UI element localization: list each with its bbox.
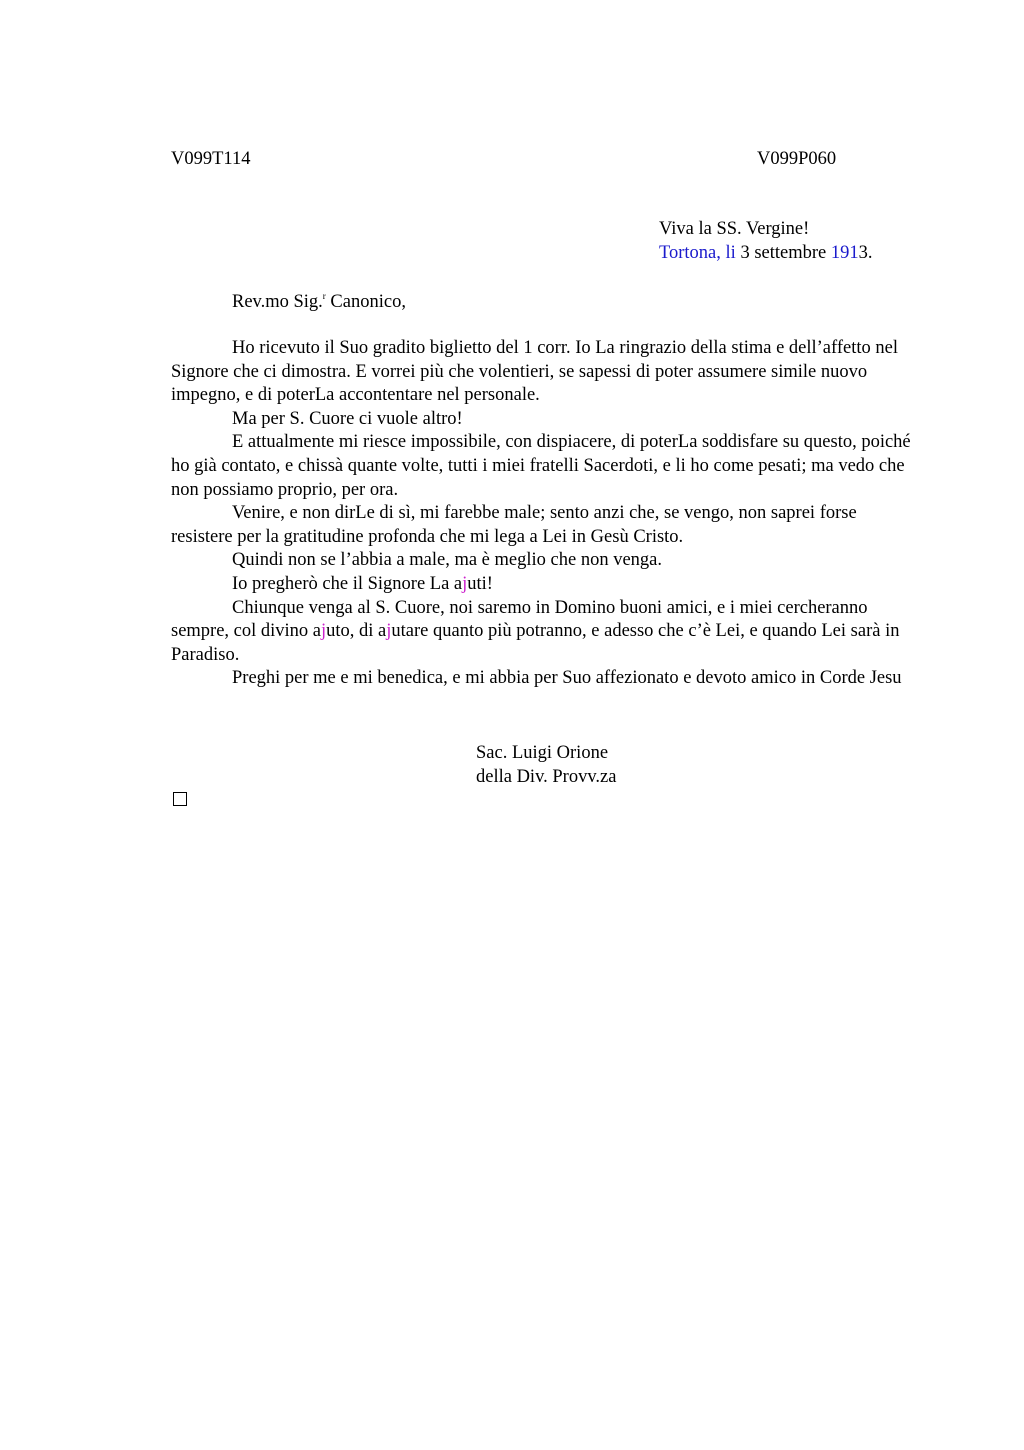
paragraph-5: Quindi non se l’abbia a male, ma è meglio che non venga. — [232, 550, 662, 571]
place: Tortona, li — [659, 243, 736, 263]
paragraph-4: Venire, e non dirLe di sì, mi farebbe male; sento anzi che, se vengo, non saprei forse resistere per la gratitudine profonda che mi lega a Lei in Gesù Cristo. — [171, 503, 857, 547]
paragraph-6 — [171, 573, 921, 597]
square-box-icon — [173, 792, 187, 806]
p7-text-b: uto, di a — [326, 621, 387, 642]
document-code-right: V099P060 — [757, 149, 837, 169]
year-part1: 191 — [830, 243, 859, 263]
month: settembre — [754, 243, 827, 263]
p7-highlight-j2: j — [386, 621, 392, 642]
letter-body — [171, 337, 921, 691]
letter-heading — [659, 217, 872, 265]
signature-line-1: Sac. Luigi Orione — [476, 743, 609, 763]
paragraph-7 — [171, 597, 921, 668]
year-part2: 3. — [858, 243, 873, 263]
paragraph-2: Ma per S. Cuore ci vuole altro! — [232, 408, 463, 429]
signature-line-2: della Div. Provv.za — [476, 767, 617, 787]
p6-text-b: uti! — [467, 573, 493, 594]
salutation-post: Canonico, — [325, 292, 406, 312]
salutation — [232, 290, 406, 314]
paragraph-3: E attualmente mi riesce impossibile, con dispiacere, di poterLa soddisfare su questo, poiché ho già contato, e chissà quante volte, tutti i miei fratelli Sacerdoti, e li ho come pesati; ma vedo che non possiamo proprio, per ora. — [171, 432, 911, 500]
signature-block — [476, 741, 616, 789]
place-date — [659, 241, 872, 265]
salutation-sup: r — [322, 291, 326, 301]
p6-highlight-j: j — [462, 573, 468, 594]
paragraph-8: Preghi per me e mi benedica, e mi abbia per Suo affezionato e devoto amico in Corde Jesu — [232, 668, 902, 689]
p7-text-c: utare quanto più potranno, e adesso che c’è Lei, e quando Lei sarà in Paradiso. — [171, 621, 900, 665]
p7-highlight-j1: j — [321, 621, 327, 642]
day: 3 — [740, 243, 750, 263]
paragraph-1: Ho ricevuto il Suo gradito biglietto del 1 corr. Io La ringrazio della stima e dell’affetto nel Signore che ci dimostra. E vorrei più che volentieri, se sapessi di poter assumere simile nuovo impegno, e di poterLa accontentare nel personale. — [171, 338, 898, 406]
salutation-pre: Rev.mo Sig. — [232, 292, 323, 312]
p6-text-a: Io pregherò che il Signore La a — [232, 573, 463, 594]
document-code-left: V099T114 — [171, 149, 251, 169]
invocation: Viva la SS. Vergine! — [659, 219, 810, 239]
p7-text-a: Chiunque venga al S. Cuore, noi saremo in Domino buoni amici, e i miei cercheranno sempre, col divino a — [171, 597, 868, 642]
